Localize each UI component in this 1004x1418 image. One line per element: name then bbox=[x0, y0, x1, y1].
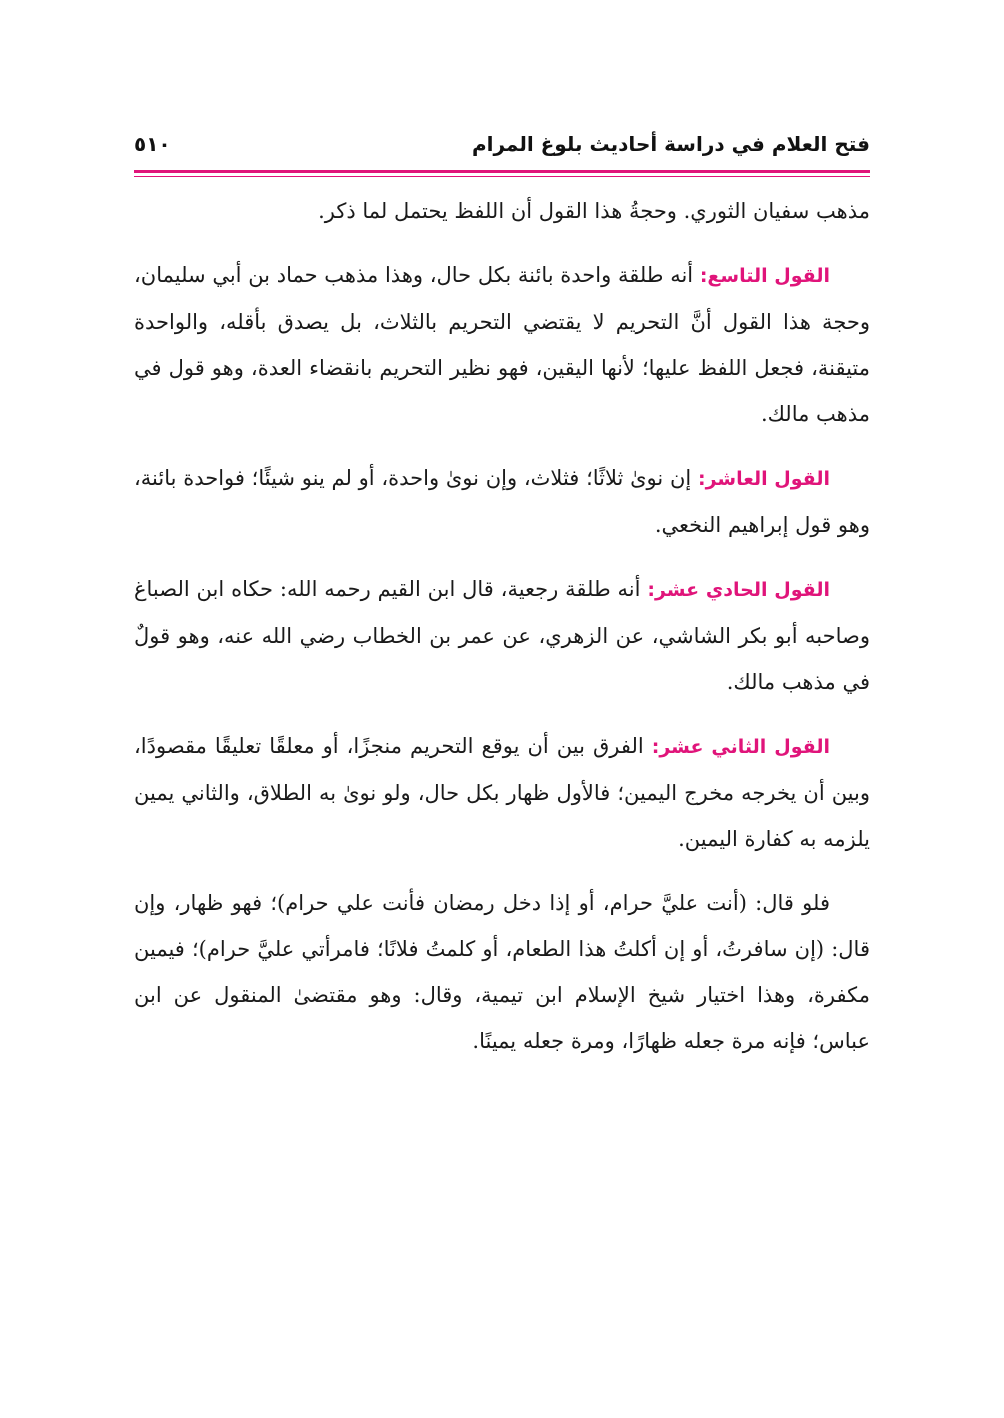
body-text bbox=[134, 188, 870, 1082]
paragraph-lead: القول التاسع: bbox=[699, 265, 830, 287]
paragraph-tenth-opinion bbox=[134, 455, 870, 548]
paragraph-twelfth-opinion bbox=[134, 723, 870, 862]
header-rule-thick bbox=[134, 170, 870, 173]
paragraph-text: أنه طلقة واحدة بائنة بكل حال، وهذا مذهب حماد بن أبي سليمان، وحجة هذا القول أنَّ التحريم لا يقتضي التحريم بالثلاث، بل يصدق بأقله، والواحدة متيقنة، فجعل اللفظ عليها؛ لأنها اليقين، فهو نظير التحريم بانقضاء العدة، وهو قول في مذهب مالك. bbox=[134, 263, 870, 426]
paragraph-text: إن نوىٰ ثلاثًا؛ فثلاث، وإن نوىٰ واحدة، أو لم ينو شيئًا؛ فواحدة بائنة، وهو قول إبراهيم النخعي. bbox=[134, 466, 870, 537]
paragraph-lead: القول العاشر: bbox=[697, 468, 830, 490]
book-title: فتح العلام في دراسة أحاديث بلوغ المرام bbox=[471, 132, 870, 156]
paragraph-lead: القول الحادي عشر: bbox=[647, 579, 831, 601]
paragraph-text: أنه طلقة رجعية، قال ابن القيم رحمه الله: حكاه ابن الصباغ وصاحبه أبو بكر الشاشي، عن الزهري، عن عمر بن الخطاب رضي الله عنه، وهو قولٌ في مذهب مالك. bbox=[134, 577, 870, 694]
page bbox=[134, 130, 870, 1270]
running-header bbox=[134, 130, 870, 168]
paragraph-continuation bbox=[134, 188, 870, 234]
page-number: ٥١٠ bbox=[134, 132, 171, 156]
paragraph-text: مذهب سفيان الثوري. وحجةُ هذا القول أن اللفظ يحتمل لما ذكر. bbox=[318, 199, 870, 223]
header-rule-thin bbox=[134, 176, 870, 177]
paragraph-ninth-opinion bbox=[134, 252, 870, 437]
paragraph-eleventh-opinion bbox=[134, 566, 870, 705]
paragraph-example bbox=[134, 880, 870, 1064]
paragraph-text: الفرق بين أن يوقع التحريم منجزًا، أو معلقًا تعليقًا مقصودًا، وبين أن يخرجه مخرج اليمين؛ فالأول ظهار بكل حال، ولو نوىٰ به الطلاق، والثاني يمين يلزمه به كفارة اليمين. bbox=[134, 734, 870, 851]
paragraph-lead: القول الثاني عشر: bbox=[651, 736, 830, 758]
paragraph-text: فلو قال: (أنت عليَّ حرام، أو إذا دخل رمضان فأنت علي حرام)؛ فهو ظهار، وإن قال: (إن سافرتُ، أو إن أكلتُ هذا الطعام، أو كلمتُ فلانًا؛ فامرأتي عليَّ حرام)؛ فيمين مكفرة، وهذا اختيار شيخ الإسلام ابن تيمية، وقال: وهو مقتضىٰ المنقول عن ابن عباس؛ فإنه مرة جعله ظهارًا، ومرة جعله يمينًا. bbox=[134, 891, 870, 1053]
